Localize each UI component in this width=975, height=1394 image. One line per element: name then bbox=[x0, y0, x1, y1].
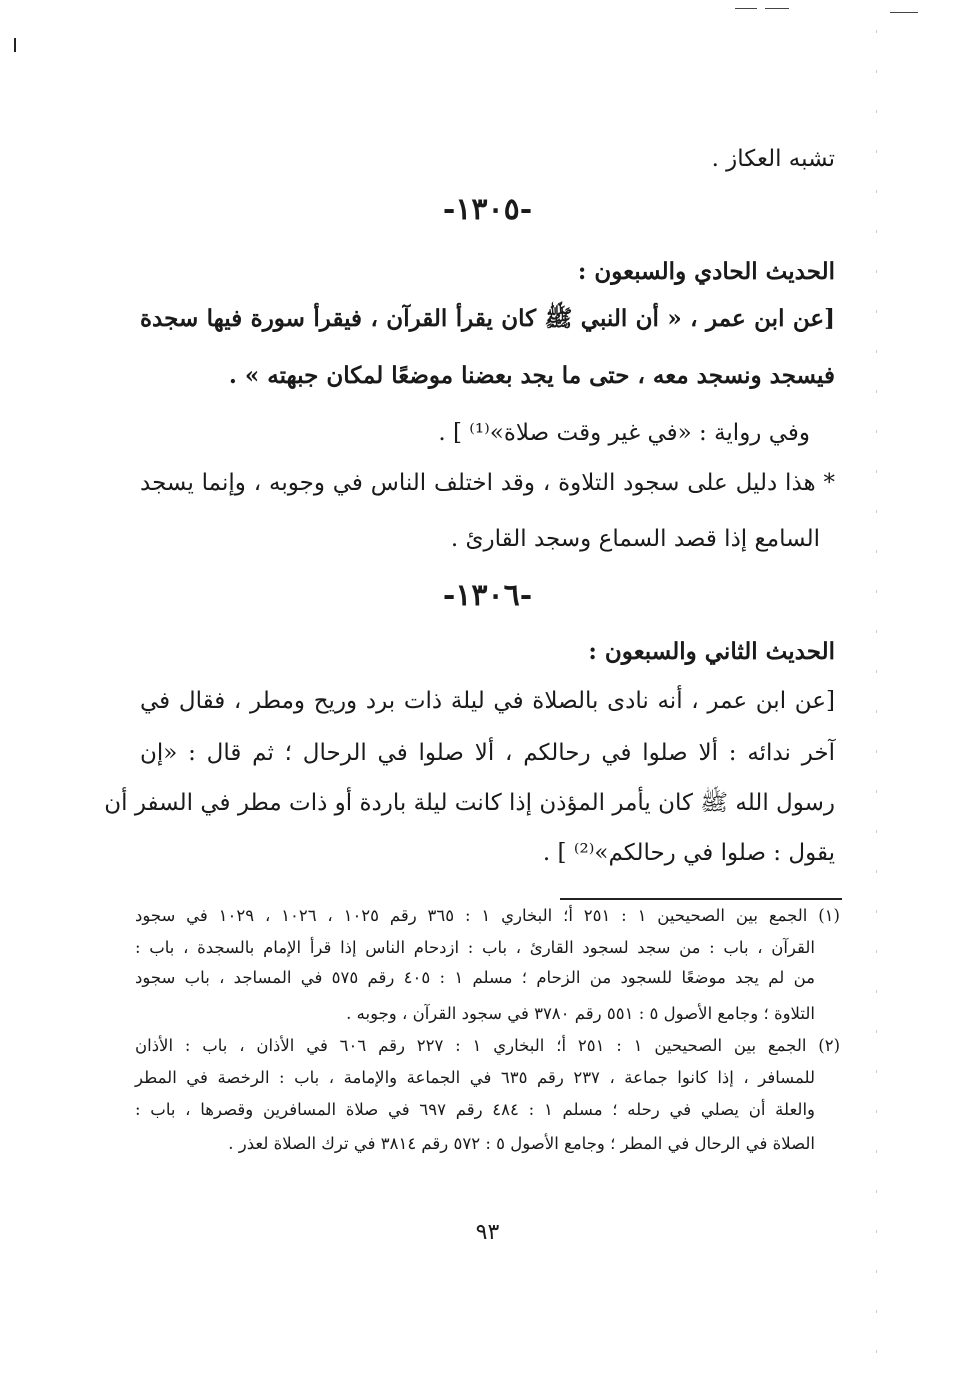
footnote-line: الصلاة في الرحال في المطر ؛ وجامع الأصول ٥ : ٥٧٢ رقم ٣٨١٤ في ترك الصلاة لعذر . bbox=[228, 1134, 815, 1153]
footnote-line: من لم يجد موضعًا للسجود من الزحام ؛ مسلم ١ : ٤٠٥ رقم ٥٧٥ في المساجد ، باب سجود bbox=[135, 968, 815, 987]
footnote-line: القرآن ، باب : من سجد لسجود القارئ ، باب : ازدحام الناس إذا قرأ الإمام بالسجدة ، باب : bbox=[135, 938, 815, 957]
scan-mark bbox=[876, 30, 877, 1360]
hadith-number: -١٣٠٥- bbox=[442, 192, 533, 227]
hadith-heading: الحديث الثاني والسبعون : bbox=[588, 638, 835, 665]
footnote-line: والعلة أن يصلي في رحله ؛ مسلم ١ : ٤٨٤ رقم ٦٩٧ في صلاة المسافرين وقصرها ، باب : bbox=[135, 1100, 815, 1119]
commentary-line: السامع إذا قصد السماع وسجد القارئ . bbox=[450, 526, 820, 552]
hadith-text-line: [عن ابن عمر ، أنه نادى بالصلاة في ليلة ذات برد وريح ومطر ، فقال في bbox=[140, 688, 835, 714]
scan-mark bbox=[735, 8, 757, 9]
hadith-heading: الحديث الحادي والسبعون : bbox=[577, 258, 835, 285]
footnote-line: (٢) الجمع بين الصحيحين ١ : ٢٥١ أ؛ البخاري ١ : ٢٢٧ رقم ٦٠٦ في الأذان ، باب : الأذان bbox=[135, 1036, 841, 1055]
scan-mark bbox=[890, 12, 918, 13]
hadith-text-line: يقول : صلوا في رحالكم»⁽²⁾ ] . bbox=[542, 840, 835, 866]
hadith-number: -١٣٠٦- bbox=[442, 578, 533, 613]
hadith-text-line: [عن ابن عمر ، « أن النبي ﷺ كان يقرأ القرآن ، فيقرأ سورة فيها سجدة bbox=[140, 305, 835, 332]
footnote-line: (١) الجمع بين الصحيحين ١ : ٢٥١ أ؛ البخاري ١ : ٣٦٥ رقم ١٠٢٥ ، ١٠٢٦ ، ١٠٢٩ في سجود bbox=[135, 906, 840, 925]
page-number: ٩٣ bbox=[475, 1220, 500, 1245]
footnote-separator bbox=[560, 898, 842, 900]
hadith-text-line: فيسجد ونسجد معه ، حتى ما يجد بعضنا موضعًا لمكان جبهته » . bbox=[228, 362, 835, 389]
scan-mark bbox=[14, 38, 16, 52]
hadith-narration-line: وفي رواية : «في غير وقت صلاة»⁽¹⁾ ] . bbox=[438, 420, 810, 446]
scan-mark bbox=[765, 8, 789, 9]
carryover-text: تشبه العكاز . bbox=[711, 146, 835, 172]
hadith-text-line: آخر ندائه : ألا صلوا في رحالكم ، ألا صلوا في الرحال ؛ ثم قال : «إن bbox=[140, 740, 835, 766]
footnote-line: للمسافر ، إذا كانوا جماعة ، ٢٣٧ رقم ٦٣٥ في الجماعة والإمامة ، باب : الرخصة في المطر bbox=[135, 1068, 815, 1087]
hadith-text-line: رسول الله ﷺ كان يأمر المؤذن إذا كانت ليلة باردة أو ذات مطر في السفر أن bbox=[104, 790, 835, 816]
commentary-line: * هذا دليل على سجود التلاوة ، وقد اختلف الناس في وجوبه ، وإنما يسجد bbox=[140, 470, 835, 496]
footnote-line: التلاوة ؛ وجامع الأصول ٥ : ٥٥١ رقم ٣٧٨٠ في سجود القرآن ، وجوبه . bbox=[346, 1004, 815, 1023]
